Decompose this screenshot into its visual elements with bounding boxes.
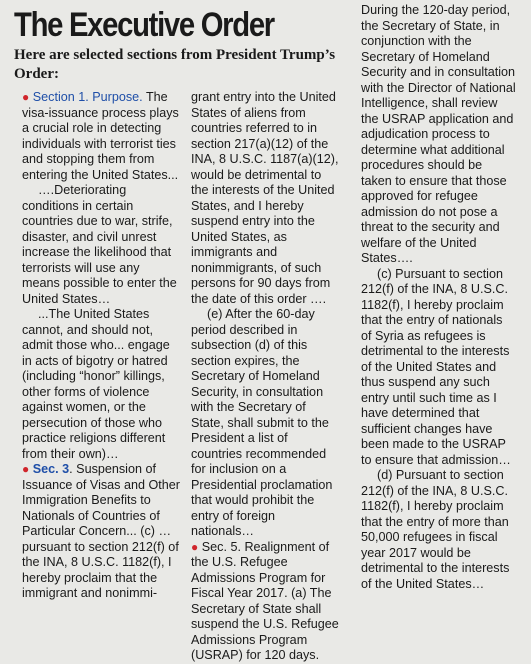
section-5-paragraph (191, 540, 341, 664)
paragraph-conditions: ….Deteriorating conditions in certain countries due to war, strife, disaster, and civil unrest increase the likelihood that terrorists will use any means possible to enter the United States… (22, 183, 177, 306)
paragraph-syria: (c) Pursuant to section 212(f) of the INA, 8 U.S.C. 1182(f), I hereby proclaim that the entry of nationals of Syria as refugees is detrimental to the interests of the United States and thus suspend any such entry until such time as I have determined that sufficient changes have been made to the USRAP to ensure that admission… (361, 266, 511, 467)
section-1-lead: Section 1 (32, 90, 86, 104)
section-3-lead: Sec. 3 (32, 462, 70, 476)
section-3-paragraph (22, 462, 180, 602)
section-3-text: . Suspension of Issuance of Visas and Other Immigration Benefits to Nationals of Countries of Particular Concern... (c) … pursuant to section 212(f) of the INA, 8 U.S.C. 1182(f), I hereby proclaim that the immigrant and nonimmi- (22, 462, 180, 600)
article-subtitle: Here are selected sections from President Trump’s Order: (14, 47, 336, 82)
bullet-icon: ● (22, 462, 30, 476)
section-1-paragraph (22, 90, 180, 183)
article-title: The Executive Order (14, 6, 274, 44)
column-3 (361, 3, 516, 592)
paragraph-admit: ...The United States cannot, and should not, admit those who... engage in acts of bigotry or hatred (including “honor” killings, other forms of violence against women, or the persecution of those who practice religions different from their own)… (22, 307, 170, 461)
section-5-text: Sec. 5. Realignment of the U.S. Refugee Admissions Program for Fiscal Year 2017. (a) The Secretary of State shall suspend the U.S. Refugee Admissions Program (USRAP) for 120 days. (191, 539, 339, 662)
paragraph-50000: (d) Pursuant to section 212(f) of the INA, 8 U.S.C. 1182(f), I hereby proclaim that the entry of more than 50,000 refugees in fiscal year 2017 would be detrimental to the interests of the United States… (361, 468, 510, 591)
bullet-icon: ● (191, 539, 199, 554)
section-1-heading: . Purpose. (85, 90, 143, 104)
paragraph-60-day: (e) After the 60-day period described in subsection (d) of this section expires, the Secretary of Homeland Security, in consultation with the Secretary of State, shall submit to the President a list of countries recommended for inclusion on a Presidential proclamation that would prohibit the entry of foreign nationals… (191, 307, 333, 538)
column-1 (22, 90, 180, 602)
section-1-text: The visa-issuance process plays a crucial role in detecting individuals with terrorist ties and stopping them from entering the United States... (22, 90, 179, 182)
column-2 (191, 90, 341, 664)
paragraph-grant-entry: grant entry into the United States of aliens from countries referred to in section 217(a)(12) of the INA, 8 U.S.C. 1187(a)(12), would be detrimental to the interests of the United States, and I hereby suspend entry into the United States, as immigrants and nonimmigrants, of such persons for 90 days from the date of this order …. (191, 90, 339, 306)
paragraph-120-day: During the 120-day period, the Secretary of State, in conjunction with the Secretary of Homeland Security and in consultation with the Director of National Intelligence, shall review the USRAP application and adjudication process to determine what additional procedures should be taken to ensure that those approved for refugee admission do not pose a threat to the security and welfare of the United States…. (361, 3, 516, 265)
bullet-icon: ● (22, 90, 30, 104)
